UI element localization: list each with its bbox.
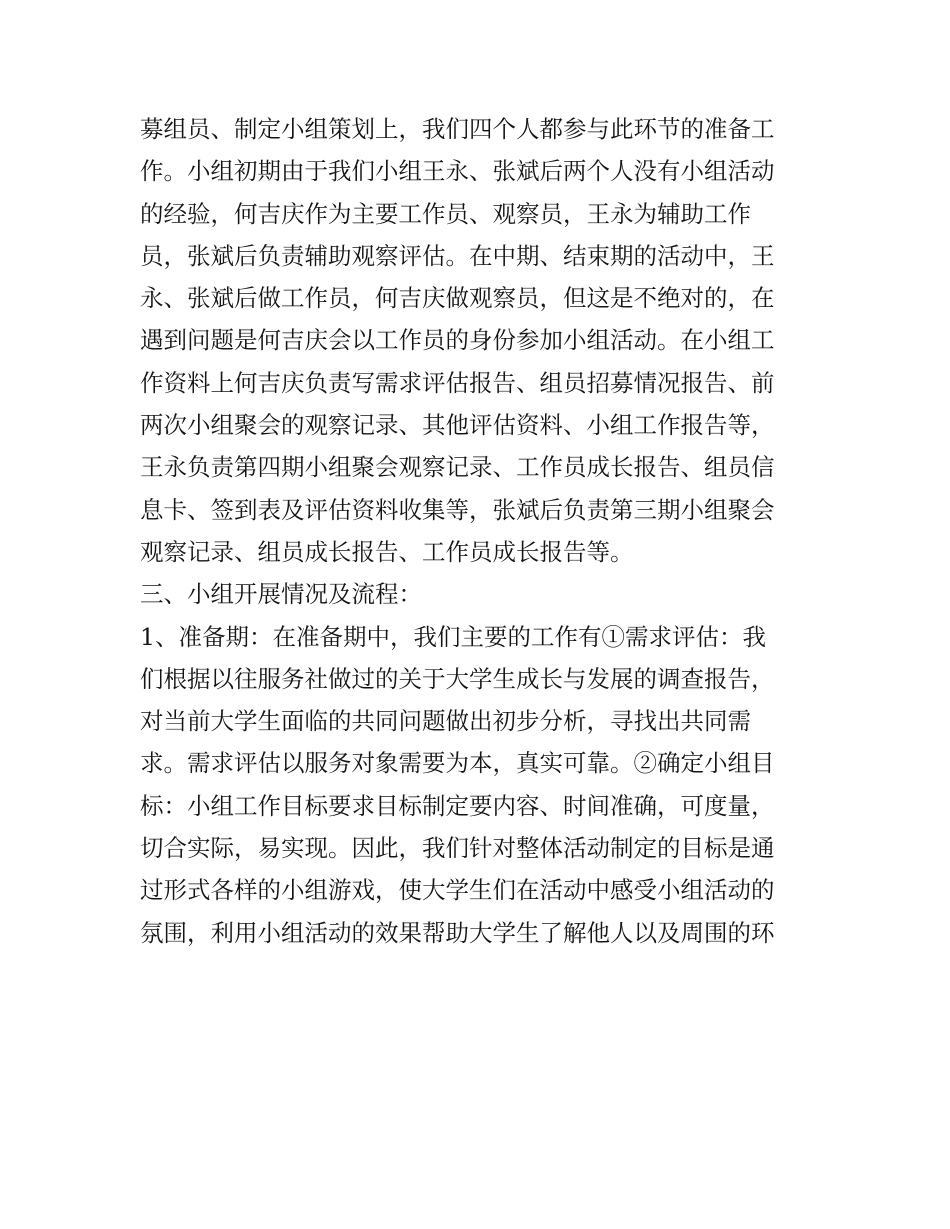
text-line: 过形式各样的小组游戏，使大学生们在活动中感受小组活动的 xyxy=(140,876,775,905)
text-line: 作资料上何吉庆负责写需求评估报告、组员招募情况报告、前 xyxy=(140,368,775,397)
text-line: 的经验，何吉庆作为主要工作员、观察员，王永为辅助工作 xyxy=(140,199,751,228)
text-line: 作。小组初期由于我们小组王永、张斌后两个人没有小组活动 xyxy=(140,157,775,186)
text-line: 员，张斌后负责辅助观察评估。在中期、结束期的活动中，王 xyxy=(140,241,775,270)
text-line: 对当前大学生面临的共同问题做出初步分析，寻找出共同需 xyxy=(140,707,751,736)
body-text xyxy=(140,108,820,954)
section-heading: 三、小组开展情况及流程： xyxy=(140,580,422,609)
text-line: 1、准备期：在准备期中，我们主要的工作有①需求评估：我 xyxy=(140,622,766,651)
text-line: 遇到问题是何吉庆会以工作员的身份参加小组活动。在小组工 xyxy=(140,326,775,355)
text-line: 息卡、签到表及评估资料收集等，张斌后负责第三期小组聚会 xyxy=(140,495,775,524)
text-line: 切合实际，易实现。因此，我们针对整体活动制定的目标是通 xyxy=(140,834,775,863)
text-line: 募组员、制定小组策划上，我们四个人都参与此环节的准备工 xyxy=(140,115,775,143)
text-line: 标：小组工作目标要求目标制定要内容、时间准确，可度量， xyxy=(140,791,775,820)
text-line: 永、张斌后做工作员，何吉庆做观察员，但这是不绝对的，在 xyxy=(140,284,775,313)
text-line: 观察记录、组员成长报告、工作员成长报告等。 xyxy=(140,537,634,566)
text-line: 们根据以往服务社做过的关于大学生成长与发展的调查报告， xyxy=(140,664,775,693)
text-line: 氛围，利用小组活动的效果帮助大学生了解他人以及周围的环 xyxy=(140,918,775,947)
text-line: 求。需求评估以服务对象需要为本，真实可靠。②确定小组目 xyxy=(140,749,775,778)
text-line: 两次小组聚会的观察记录、其他评估资料、小组工作报告等， xyxy=(140,411,775,440)
text-line: 王永负责第四期小组聚会观察记录、工作员成长报告、组员信 xyxy=(140,453,775,482)
